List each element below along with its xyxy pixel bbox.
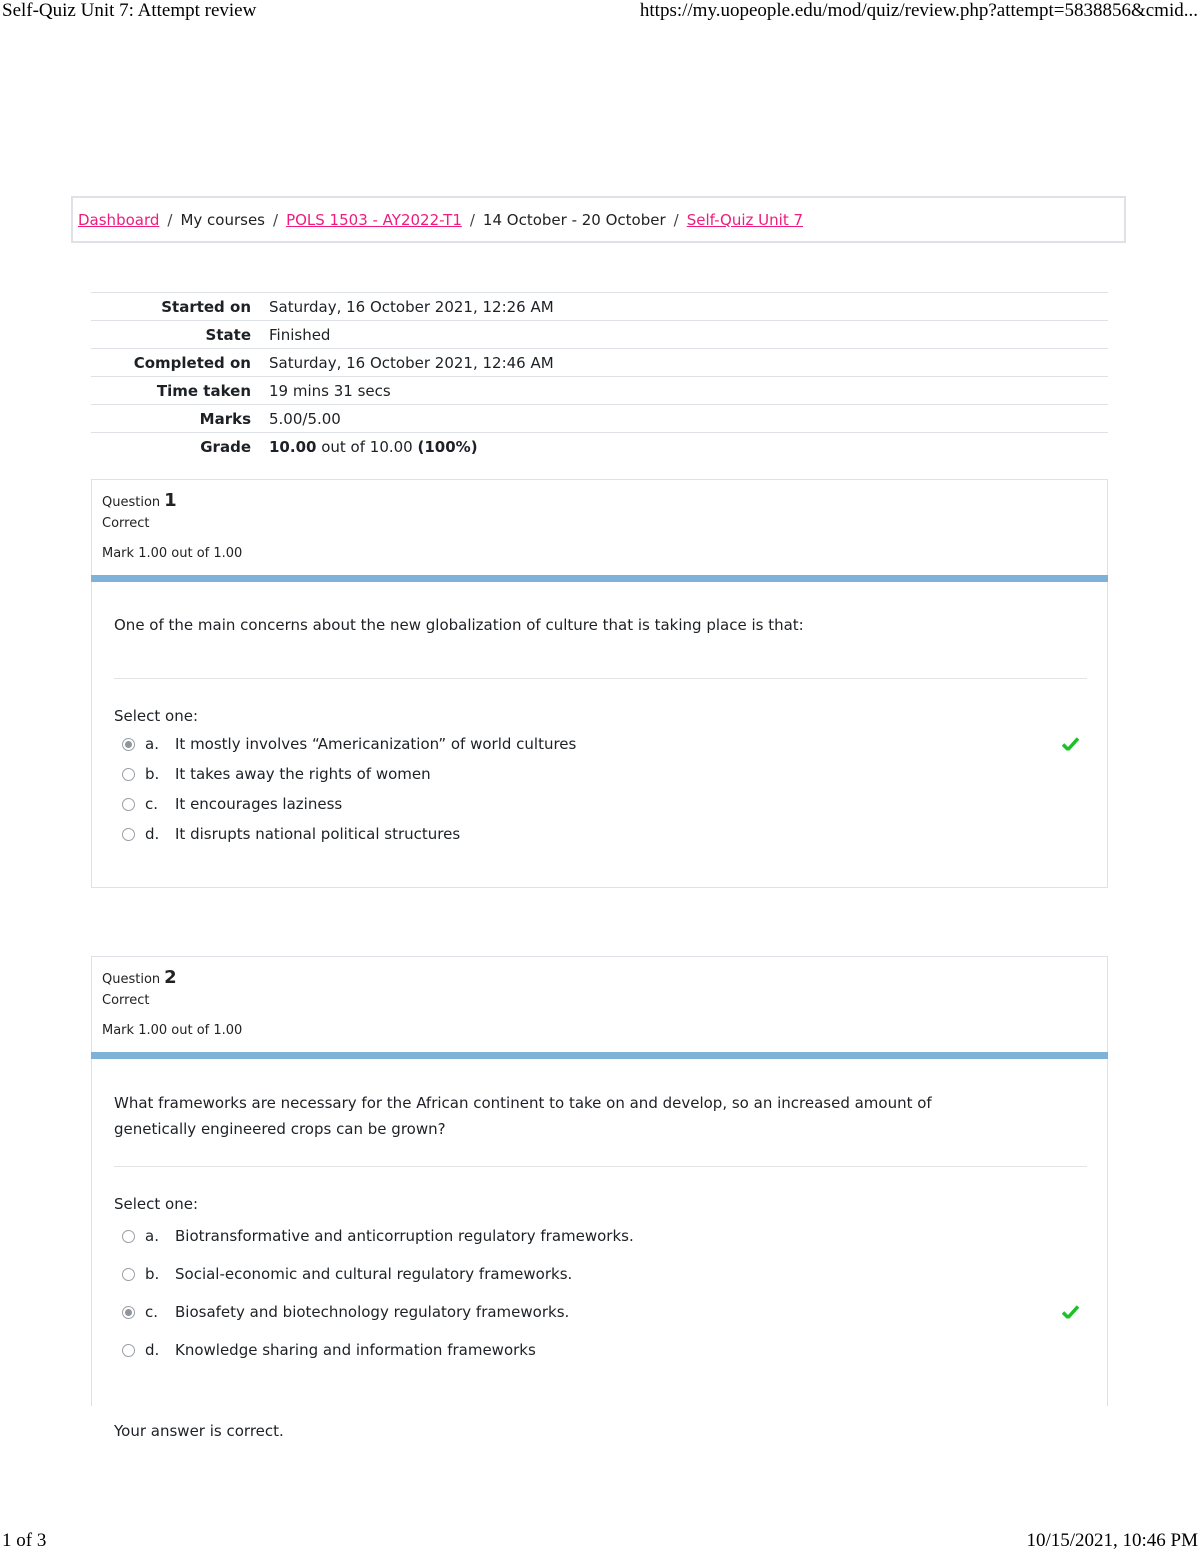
question-number: 2 [164, 967, 177, 988]
radio-icon[interactable] [122, 1344, 135, 1357]
attempt-summary-table [91, 292, 1108, 460]
question-mark: Mark 1.00 out of 1.00 [102, 546, 243, 561]
page-number: 1 of 3 [2, 1530, 47, 1551]
radio-icon[interactable] [122, 1230, 135, 1243]
answer-letter: b. [145, 765, 160, 783]
answer-text: Social-economic and cultural regulatory frameworks. [175, 1265, 573, 1283]
summary-label: State [205, 325, 251, 344]
summary-row-time-taken [91, 377, 1108, 405]
answer-text: It encourages laziness [175, 795, 343, 813]
answer-option-b[interactable] [114, 759, 1087, 789]
print-title: Self-Quiz Unit 7: Attempt review [2, 0, 257, 21]
print-datetime: 10/15/2021, 10:46 PM [1026, 1530, 1198, 1551]
question-divider-bar [91, 575, 1108, 582]
breadcrumb [71, 196, 1126, 243]
summary-value: Finished [269, 325, 331, 344]
answer-text: It mostly involves “Americanization” of world cultures [175, 735, 577, 753]
grade-percent: (100%) [417, 437, 478, 456]
answer-text: Biosafety and biotechnology regulatory frameworks. [175, 1303, 570, 1321]
radio-icon[interactable] [122, 1268, 135, 1281]
answer-option-a[interactable] [114, 1217, 1087, 1255]
print-url: https://my.uopeople.edu/mod/quiz/review.php?attempt=5838856&cmid... [639, 0, 1198, 21]
radio-icon[interactable] [122, 768, 135, 781]
answer-option-c[interactable] [114, 789, 1087, 819]
answer-text: Knowledge sharing and information frameworks [175, 1341, 536, 1359]
answer-letter: d. [145, 1341, 160, 1359]
question-info [92, 480, 1107, 575]
answer-letter: a. [145, 735, 159, 753]
breadcrumb-separator: / [673, 210, 679, 229]
summary-label: Completed on [133, 353, 251, 372]
summary-value: 5.00/5.00 [269, 409, 341, 428]
answer-option-c[interactable] [114, 1293, 1087, 1331]
radio-icon[interactable] [122, 798, 135, 811]
breadcrumb-section: 14 October - 20 October [482, 210, 666, 229]
answer-letter: a. [145, 1227, 159, 1245]
answer-option-b[interactable] [114, 1255, 1087, 1293]
grade-value [261, 433, 1108, 461]
question-label: Question [102, 495, 161, 510]
question-1 [91, 479, 1108, 888]
question-label: Question [102, 972, 161, 987]
question-content [92, 1059, 1107, 1369]
breadcrumb-my-courses: My courses [180, 210, 265, 229]
answer-letter: c. [145, 795, 159, 813]
answer-option-d[interactable] [114, 1331, 1087, 1369]
check-icon [1062, 1306, 1079, 1319]
question-info [92, 957, 1107, 1052]
grade-score: 10.00 [269, 437, 317, 456]
breadcrumb-dashboard-link[interactable]: Dashboard [78, 210, 160, 229]
summary-row-marks [91, 405, 1108, 433]
breadcrumb-quiz-link[interactable]: Self-Quiz Unit 7 [686, 210, 804, 229]
summary-value: Saturday, 16 October 2021, 12:26 AM [269, 297, 554, 316]
answer-letter: d. [145, 825, 160, 843]
summary-row-started [91, 293, 1108, 321]
check-icon [1062, 738, 1079, 751]
breadcrumb-separator: / [167, 210, 173, 229]
summary-label: Time taken [156, 381, 251, 400]
question-divider-bar [91, 1052, 1108, 1059]
summary-label: Marks [199, 409, 251, 428]
summary-row-grade [91, 433, 1108, 461]
breadcrumb-separator: / [273, 210, 279, 229]
question-state: Correct [102, 516, 150, 531]
select-one-prompt: Select one: [114, 1195, 199, 1213]
grade-out-of: out of 10.00 [316, 437, 418, 456]
summary-label: Grade [200, 437, 251, 456]
question-content [92, 582, 1107, 849]
question-text: What frameworks are necessary for the African continent to take on and develop, so an increased amount of genetically engineered crops can be grown? [114, 1059, 1087, 1167]
print-header [0, 0, 1200, 22]
answer-letter: b. [145, 1265, 160, 1283]
question-state: Correct [102, 993, 150, 1008]
radio-icon[interactable] [122, 738, 135, 751]
answer-feedback: Your answer is correct. [114, 1422, 284, 1440]
radio-icon[interactable] [122, 828, 135, 841]
breadcrumb-course-link[interactable]: POLS 1503 - AY2022-T1 [286, 210, 462, 229]
answer-text: It takes away the rights of women [175, 765, 431, 783]
answer-text: It disrupts national political structures [175, 825, 461, 843]
answer-text: Biotransformative and anticorruption regulatory frameworks. [175, 1227, 634, 1245]
answer-letter: c. [145, 1303, 159, 1321]
summary-value: 19 mins 31 secs [269, 381, 391, 400]
radio-icon[interactable] [122, 1306, 135, 1319]
summary-value: Saturday, 16 October 2021, 12:46 AM [269, 353, 554, 372]
summary-label: Started on [161, 297, 251, 316]
select-one-prompt: Select one: [114, 707, 199, 725]
breadcrumb-separator: / [469, 210, 475, 229]
print-footer [0, 1530, 1200, 1552]
summary-row-completed [91, 349, 1108, 377]
question-text: One of the main concerns about the new globalization of culture that is taking place is that: [114, 582, 1087, 679]
summary-row-state [91, 321, 1108, 349]
question-2 [91, 956, 1108, 1406]
answer-option-a[interactable] [114, 729, 1087, 759]
answer-option-d[interactable] [114, 819, 1087, 849]
question-number: 1 [164, 490, 177, 511]
question-mark: Mark 1.00 out of 1.00 [102, 1023, 243, 1038]
